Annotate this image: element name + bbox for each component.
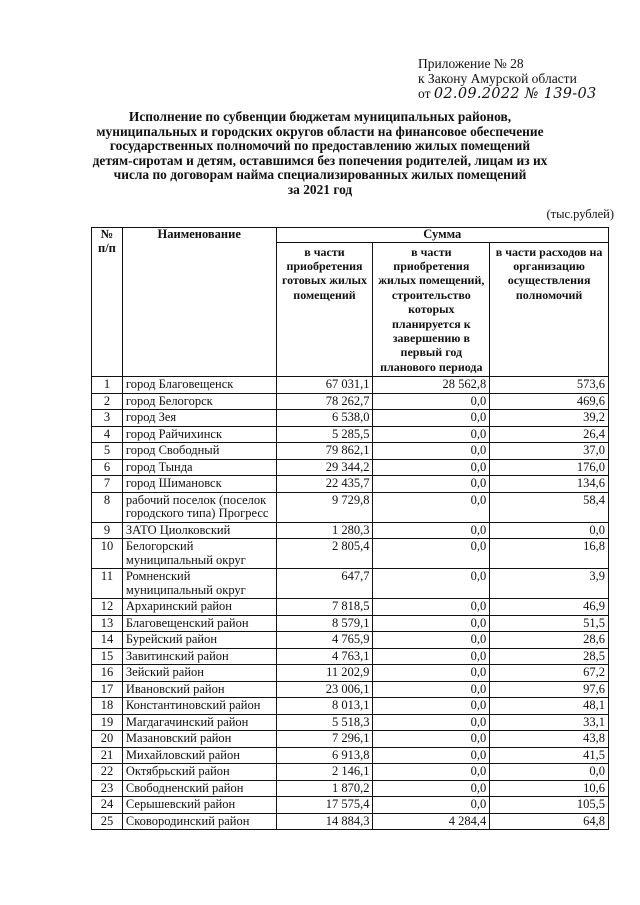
row-admin-expenses: 67,2 — [490, 665, 609, 682]
row-number: 11 — [92, 569, 123, 599]
row-under-construction: 0,0 — [373, 648, 490, 665]
row-number: 2 — [92, 393, 123, 410]
table-row — [92, 539, 609, 569]
row-admin-expenses: 176,0 — [490, 459, 609, 476]
row-name: Михайловский район — [122, 747, 276, 764]
row-ready-housing: 79 862,1 — [276, 443, 373, 460]
table-row — [92, 459, 609, 476]
row-admin-expenses: 33,1 — [490, 714, 609, 731]
table-row — [92, 780, 609, 797]
row-ready-housing: 647,7 — [276, 569, 373, 599]
row-admin-expenses: 3,9 — [490, 569, 609, 599]
table-row — [92, 698, 609, 715]
row-ready-housing: 14 884,3 — [276, 813, 373, 830]
table-row — [92, 764, 609, 781]
row-admin-expenses: 0,0 — [490, 764, 609, 781]
row-number: 7 — [92, 476, 123, 493]
row-number: 10 — [92, 539, 123, 569]
row-ready-housing: 9 729,8 — [276, 492, 373, 522]
row-ready-housing: 8 579,1 — [276, 615, 373, 632]
row-name: город Шимановск — [122, 476, 276, 493]
row-under-construction: 0,0 — [373, 443, 490, 460]
table-row — [92, 492, 609, 522]
row-number: 17 — [92, 681, 123, 698]
appendix-date-prefix: от — [418, 86, 431, 101]
row-ready-housing: 7 818,5 — [276, 599, 373, 616]
subvention-table — [91, 227, 609, 830]
row-under-construction: 0,0 — [373, 731, 490, 748]
row-name: рабочий поселок (поселок городского типа) Прогресс — [122, 492, 276, 522]
row-number: 3 — [92, 410, 123, 427]
row-ready-housing: 1 870,2 — [276, 780, 373, 797]
row-admin-expenses: 28,6 — [490, 632, 609, 649]
row-admin-expenses: 28,5 — [490, 648, 609, 665]
table-row — [92, 615, 609, 632]
table-row — [92, 443, 609, 460]
row-name: Завитинский район — [122, 648, 276, 665]
table-row — [92, 731, 609, 748]
table-row — [92, 797, 609, 814]
row-number: 21 — [92, 747, 123, 764]
row-number: 23 — [92, 780, 123, 797]
row-ready-housing: 1 280,3 — [276, 522, 373, 539]
header-sum: Сумма — [276, 228, 608, 243]
row-ready-housing: 11 202,9 — [276, 665, 373, 682]
row-admin-expenses: 41,5 — [490, 747, 609, 764]
row-under-construction: 0,0 — [373, 426, 490, 443]
row-name: ЗАТО Циолковский — [122, 522, 276, 539]
row-name: город Зея — [122, 410, 276, 427]
row-number: 19 — [92, 714, 123, 731]
header-name: Наименование — [122, 228, 276, 377]
row-under-construction: 0,0 — [373, 747, 490, 764]
table-row — [92, 569, 609, 599]
row-under-construction: 0,0 — [373, 780, 490, 797]
row-under-construction: 0,0 — [373, 393, 490, 410]
row-name: Свободненский район — [122, 780, 276, 797]
row-admin-expenses: 64,8 — [490, 813, 609, 830]
title-line-3: государственных полномочий по предоставлению жилых помещений — [109, 138, 531, 154]
row-ready-housing: 2 146,1 — [276, 764, 373, 781]
row-name: Магдагачинский район — [122, 714, 276, 731]
row-under-construction: 0,0 — [373, 698, 490, 715]
row-under-construction: 0,0 — [373, 522, 490, 539]
table-row — [92, 410, 609, 427]
row-admin-expenses: 48,1 — [490, 698, 609, 715]
row-ready-housing: 7 296,1 — [276, 731, 373, 748]
row-under-construction: 0,0 — [373, 714, 490, 731]
table-row — [92, 648, 609, 665]
row-name: Ромненский муниципальный округ — [122, 569, 276, 599]
row-ready-housing: 5 285,5 — [276, 426, 373, 443]
row-admin-expenses: 469,6 — [490, 393, 609, 410]
appendix-date-line — [418, 86, 597, 102]
table-row — [92, 681, 609, 698]
row-number: 5 — [92, 443, 123, 460]
title-line-5: числа по договорам найма специализированных жилых помещений — [113, 167, 527, 183]
row-number: 1 — [92, 377, 123, 394]
row-under-construction: 0,0 — [373, 797, 490, 814]
row-name: Мазановский район — [122, 731, 276, 748]
table-row — [92, 813, 609, 830]
row-under-construction: 0,0 — [373, 410, 490, 427]
row-under-construction: 0,0 — [373, 764, 490, 781]
title-line-6: за 2021 год — [287, 181, 353, 197]
header-number: № п/п — [92, 228, 123, 377]
row-ready-housing: 22 435,7 — [276, 476, 373, 493]
row-number: 22 — [92, 764, 123, 781]
row-name: Ивановский район — [122, 681, 276, 698]
row-admin-expenses: 58,4 — [490, 492, 609, 522]
row-admin-expenses: 26,4 — [490, 426, 609, 443]
document-title — [60, 110, 580, 198]
row-under-construction: 0,0 — [373, 569, 490, 599]
appendix-block — [418, 56, 597, 102]
row-admin-expenses: 39,2 — [490, 410, 609, 427]
row-admin-expenses: 97,6 — [490, 681, 609, 698]
header-admin-expenses: в части расходов на организацию осуществления полномочий — [490, 242, 609, 377]
row-ready-housing: 29 344,2 — [276, 459, 373, 476]
row-number: 25 — [92, 813, 123, 830]
header-ready-housing: в части приобретения готовых жилых помещений — [276, 242, 373, 377]
row-under-construction: 0,0 — [373, 492, 490, 522]
row-number: 6 — [92, 459, 123, 476]
table-row — [92, 476, 609, 493]
row-name: Константиновский район — [122, 698, 276, 715]
row-admin-expenses: 0,0 — [490, 522, 609, 539]
row-under-construction: 0,0 — [373, 632, 490, 649]
row-number: 12 — [92, 599, 123, 616]
table-row — [92, 599, 609, 616]
row-under-construction: 0,0 — [373, 599, 490, 616]
row-number: 9 — [92, 522, 123, 539]
row-admin-expenses: 134,6 — [490, 476, 609, 493]
row-ready-housing: 4 765,9 — [276, 632, 373, 649]
row-name: Зейский район — [122, 665, 276, 682]
table-row — [92, 665, 609, 682]
title-line-4: детям-сиротам и детям, оставшимся без попечения родителей, лицам из их — [92, 152, 548, 168]
row-ready-housing: 5 518,3 — [276, 714, 373, 731]
row-admin-expenses: 46,9 — [490, 599, 609, 616]
row-ready-housing: 8 013,1 — [276, 698, 373, 715]
row-name: город Свободный — [122, 443, 276, 460]
row-ready-housing: 67 031,1 — [276, 377, 373, 394]
row-name: Бурейский район — [122, 632, 276, 649]
row-ready-housing: 2 805,4 — [276, 539, 373, 569]
row-number: 14 — [92, 632, 123, 649]
row-admin-expenses: 573,6 — [490, 377, 609, 394]
table-row — [92, 393, 609, 410]
row-name: Сковородинский район — [122, 813, 276, 830]
appendix-line-1: Приложение № 28 — [418, 56, 524, 71]
row-number: 15 — [92, 648, 123, 665]
row-number: 20 — [92, 731, 123, 748]
row-name: Октябрьский район — [122, 764, 276, 781]
table-row — [92, 522, 609, 539]
row-ready-housing: 6 538,0 — [276, 410, 373, 427]
row-number: 24 — [92, 797, 123, 814]
row-under-construction: 0,0 — [373, 459, 490, 476]
row-under-construction: 0,0 — [373, 615, 490, 632]
row-under-construction: 0,0 — [373, 665, 490, 682]
row-under-construction: 0,0 — [373, 681, 490, 698]
title-line-1: Исполнение по субвенции бюджетам муниципальных районов, — [128, 109, 512, 124]
row-name: город Благовещенск — [122, 377, 276, 394]
row-under-construction: 4 284,4 — [373, 813, 490, 830]
row-ready-housing: 78 262,7 — [276, 393, 373, 410]
row-name: город Райчихинск — [122, 426, 276, 443]
row-ready-housing: 6 913,8 — [276, 747, 373, 764]
row-admin-expenses: 51,5 — [490, 615, 609, 632]
row-ready-housing: 23 006,1 — [276, 681, 373, 698]
handwritten-date-number: 02.09.2022 № 139-03 — [433, 86, 597, 102]
table-row — [92, 714, 609, 731]
row-number: 18 — [92, 698, 123, 715]
row-ready-housing: 17 575,4 — [276, 797, 373, 814]
appendix-line-2: к Закону Амурской области — [418, 71, 577, 86]
table-row — [92, 377, 609, 394]
table-row — [92, 632, 609, 649]
row-number: 13 — [92, 615, 123, 632]
header-under-construction: в части приобретения жилых помещений, строительство которых планируется к завершению в первый год планового периода — [373, 242, 490, 377]
row-admin-expenses: 16,8 — [490, 539, 609, 569]
row-ready-housing: 4 763,1 — [276, 648, 373, 665]
row-name: город Белогорск — [122, 393, 276, 410]
row-admin-expenses: 10,6 — [490, 780, 609, 797]
row-admin-expenses: 37,0 — [490, 443, 609, 460]
row-under-construction: 0,0 — [373, 539, 490, 569]
row-admin-expenses: 43,8 — [490, 731, 609, 748]
row-admin-expenses: 105,5 — [490, 797, 609, 814]
table-row — [92, 747, 609, 764]
units-label: (тыс.рублей) — [546, 207, 614, 221]
row-name: Архаринский район — [122, 599, 276, 616]
row-name: Серышевский район — [122, 797, 276, 814]
row-under-construction: 28 562,8 — [373, 377, 490, 394]
row-number: 4 — [92, 426, 123, 443]
row-name: город Тында — [122, 459, 276, 476]
row-name: Благовещенский район — [122, 615, 276, 632]
row-under-construction: 0,0 — [373, 476, 490, 493]
row-number: 16 — [92, 665, 123, 682]
table-row — [92, 426, 609, 443]
row-number: 8 — [92, 492, 123, 522]
table-body — [92, 377, 609, 830]
title-line-2: муниципальных и городских округов области на финансовое обеспечение — [96, 123, 544, 139]
row-name: Белогорский муниципальный округ — [122, 539, 276, 569]
